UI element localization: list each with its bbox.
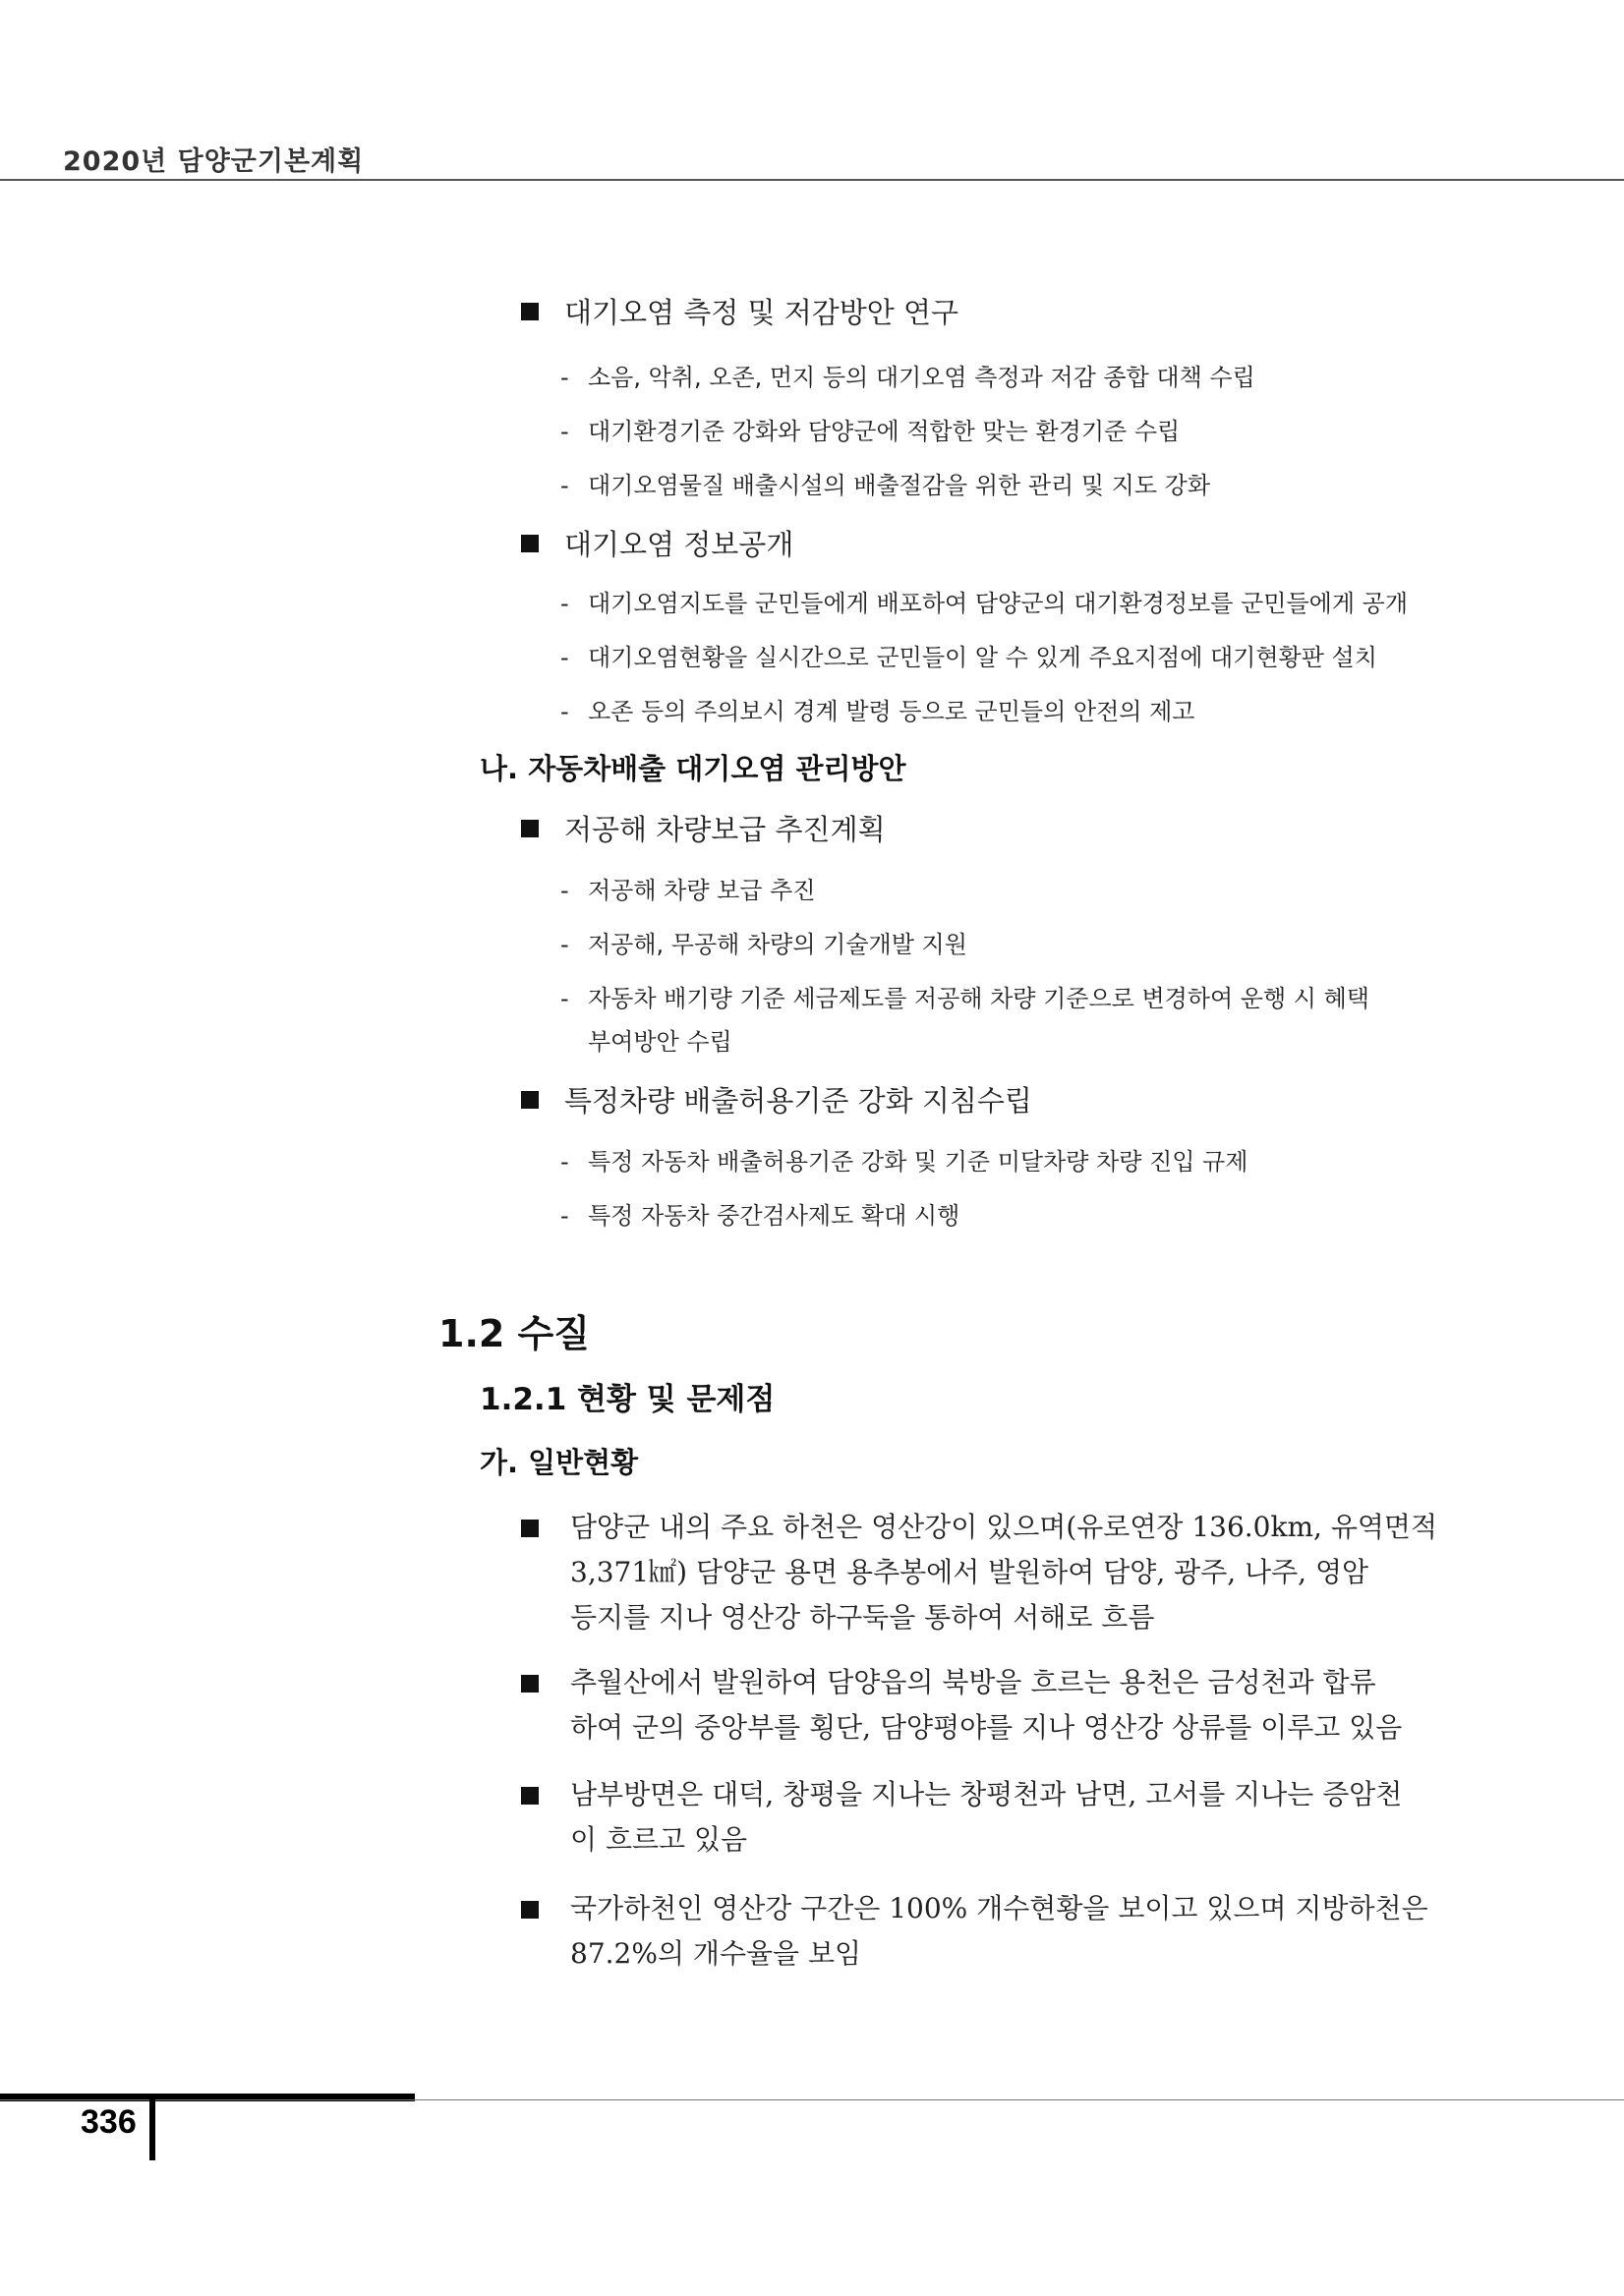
- dash-item-text: 특정 자동차 중간검사제도 확대 시행: [588, 1202, 960, 1230]
- square-bullet-icon: [521, 820, 539, 837]
- dash-item: - 소음, 악취, 오존, 먼지 등의 대기오염 측정과 저감 종합 대책 수립: [560, 364, 1255, 391]
- dash-item: - 대기환경기준 강화와 담양군에 적합한 맞는 환경기준 수립: [560, 418, 1181, 445]
- bullet-heading-text: 대기오염 정보공개: [564, 528, 794, 561]
- paragraph-line: 87.2%의 개수율을 보임: [570, 1937, 862, 1970]
- paragraph-line: 하여 군의 중앙부를 횡단, 담양평야를 지나 영산강 상류를 이루고 있음: [570, 1711, 1403, 1744]
- paragraph-line: 3,371㎢) 담양군 용면 용추봉에서 발원하여 담양, 광주, 나주, 영암: [570, 1556, 1369, 1588]
- header-rule: [0, 179, 1624, 181]
- dash-item: - 저공해, 무공해 차량의 기술개발 지원: [560, 931, 967, 958]
- paragraph-line: 국가하천인 영산강 구간은 100% 개수현황을 보이고 있으며 지방하천은: [570, 1892, 1428, 1924]
- dash-item: - 저공해 차량 보급 추진: [560, 877, 816, 904]
- paragraph-line: 추월산에서 발원하여 담양읍의 북방을 흐르는 용천은 금성천과 합류: [570, 1666, 1376, 1698]
- bullet-heading: [521, 523, 793, 563]
- paragraph: [521, 1506, 1438, 1643]
- square-bullet-icon: [521, 1091, 539, 1109]
- square-bullet-icon: [521, 1787, 539, 1805]
- paragraph: [521, 1661, 1435, 1755]
- dash-item-text: 대기오염지도를 군민들에게 배포하여 담양군의 대기환경정보를 군민들에게 공개: [588, 590, 1409, 617]
- paragraph-line: 담양군 내의 주요 하천은 영산강이 있으며(유로연장 136.0km, 유역면적: [570, 1511, 1438, 1543]
- square-bullet-icon: [521, 1901, 539, 1919]
- bullet-heading-text: 특정차량 배출허용기준 강화 지침수립: [564, 1084, 1032, 1118]
- dash-item: - 오존 등의 주의보시 경계 발령 등으로 군민들의 안전의 제고: [560, 698, 1195, 725]
- dash-item-text: 소음, 악취, 오존, 먼지 등의 대기오염 측정과 저감 종합 대책 수립: [588, 364, 1255, 391]
- square-bullet-icon: [521, 303, 539, 320]
- dash-item-text: 저공해 차량 보급 추진: [588, 877, 816, 904]
- dash-item-text: 대기오염현황을 실시간으로 군민들이 알 수 있게 주요지점에 대기현황판 설치: [588, 644, 1377, 671]
- paragraph: [521, 1887, 1435, 1981]
- dash-item: - 특정 자동차 배출허용기준 강화 및 기준 미달차량 차량 진입 규제: [560, 1148, 1248, 1176]
- dash-item: - 대기오염현황을 실시간으로 군민들이 알 수 있게 주요지점에 대기현황판 설치: [560, 644, 1377, 671]
- subsection-number-heading: 1.2.1 현황 및 문제점: [480, 1382, 776, 1417]
- section-heading: 1.2 수질: [438, 1312, 590, 1355]
- square-bullet-icon: [521, 1675, 539, 1693]
- bullet-heading-text: 대기오염 측정 및 저감방안 연구: [564, 296, 959, 329]
- footer-rule: [0, 2099, 1624, 2100]
- bullet-heading: [521, 808, 886, 848]
- page-number-bar: [149, 2099, 155, 2160]
- subsection-heading: 나. 자동차배출 대기오염 관리방안: [480, 752, 906, 785]
- square-bullet-icon: [521, 1520, 539, 1537]
- paragraph: [521, 1773, 1435, 1867]
- bullet-heading: [521, 1079, 1032, 1119]
- paragraph-line: 남부방면은 대덕, 창평을 지나는 창평천과 남면, 고서를 지나는 증암천: [570, 1778, 1403, 1810]
- dash-item-text: 저공해, 무공해 차량의 기술개발 지원: [588, 931, 967, 958]
- page-number: 336: [81, 2103, 137, 2141]
- subsection-heading: 가. 일반현황: [480, 1446, 639, 1479]
- dash-item-text: 특정 자동차 배출허용기준 강화 및 기준 미달차량 차량 진입 규제: [588, 1148, 1248, 1176]
- running-header: 2020년 담양군기본계획: [63, 146, 365, 177]
- dash-item: - 대기오염지도를 군민들에게 배포하여 담양군의 대기환경정보를 군민들에게 공개: [560, 590, 1409, 617]
- dash-item: - 대기오염물질 배출시설의 배출절감을 위한 관리 및 지도 강화: [560, 472, 1211, 499]
- dash-item: - 자동차 배기량 기준 세금제도를 저공해 차량 기준으로 변경하여 운행 시 혜택: [560, 985, 1369, 1012]
- dash-item-continuation: 부여방안 수립: [588, 1028, 732, 1056]
- dash-item-text: 대기환경기준 강화와 담양군에 적합한 맞는 환경기준 수립: [588, 418, 1181, 445]
- square-bullet-icon: [521, 535, 539, 552]
- bullet-heading: [521, 291, 958, 331]
- dash-item-text: 대기오염물질 배출시설의 배출절감을 위한 관리 및 지도 강화: [588, 472, 1211, 499]
- paragraph-line: 이 흐르고 있음: [570, 1823, 748, 1856]
- dash-item-text: 자동차 배기량 기준 세금제도를 저공해 차량 기준으로 변경하여 운행 시 혜택: [588, 985, 1369, 1012]
- bullet-heading-text: 저공해 차량보급 추진계획: [564, 813, 886, 846]
- dash-item-text: 오존 등의 주의보시 경계 발령 등으로 군민들의 안전의 제고: [588, 698, 1195, 725]
- dash-item: - 특정 자동차 중간검사제도 확대 시행: [560, 1202, 960, 1230]
- paragraph-line: 등지를 지나 영산강 하구둑을 통하여 서해로 흐름: [570, 1601, 1155, 1634]
